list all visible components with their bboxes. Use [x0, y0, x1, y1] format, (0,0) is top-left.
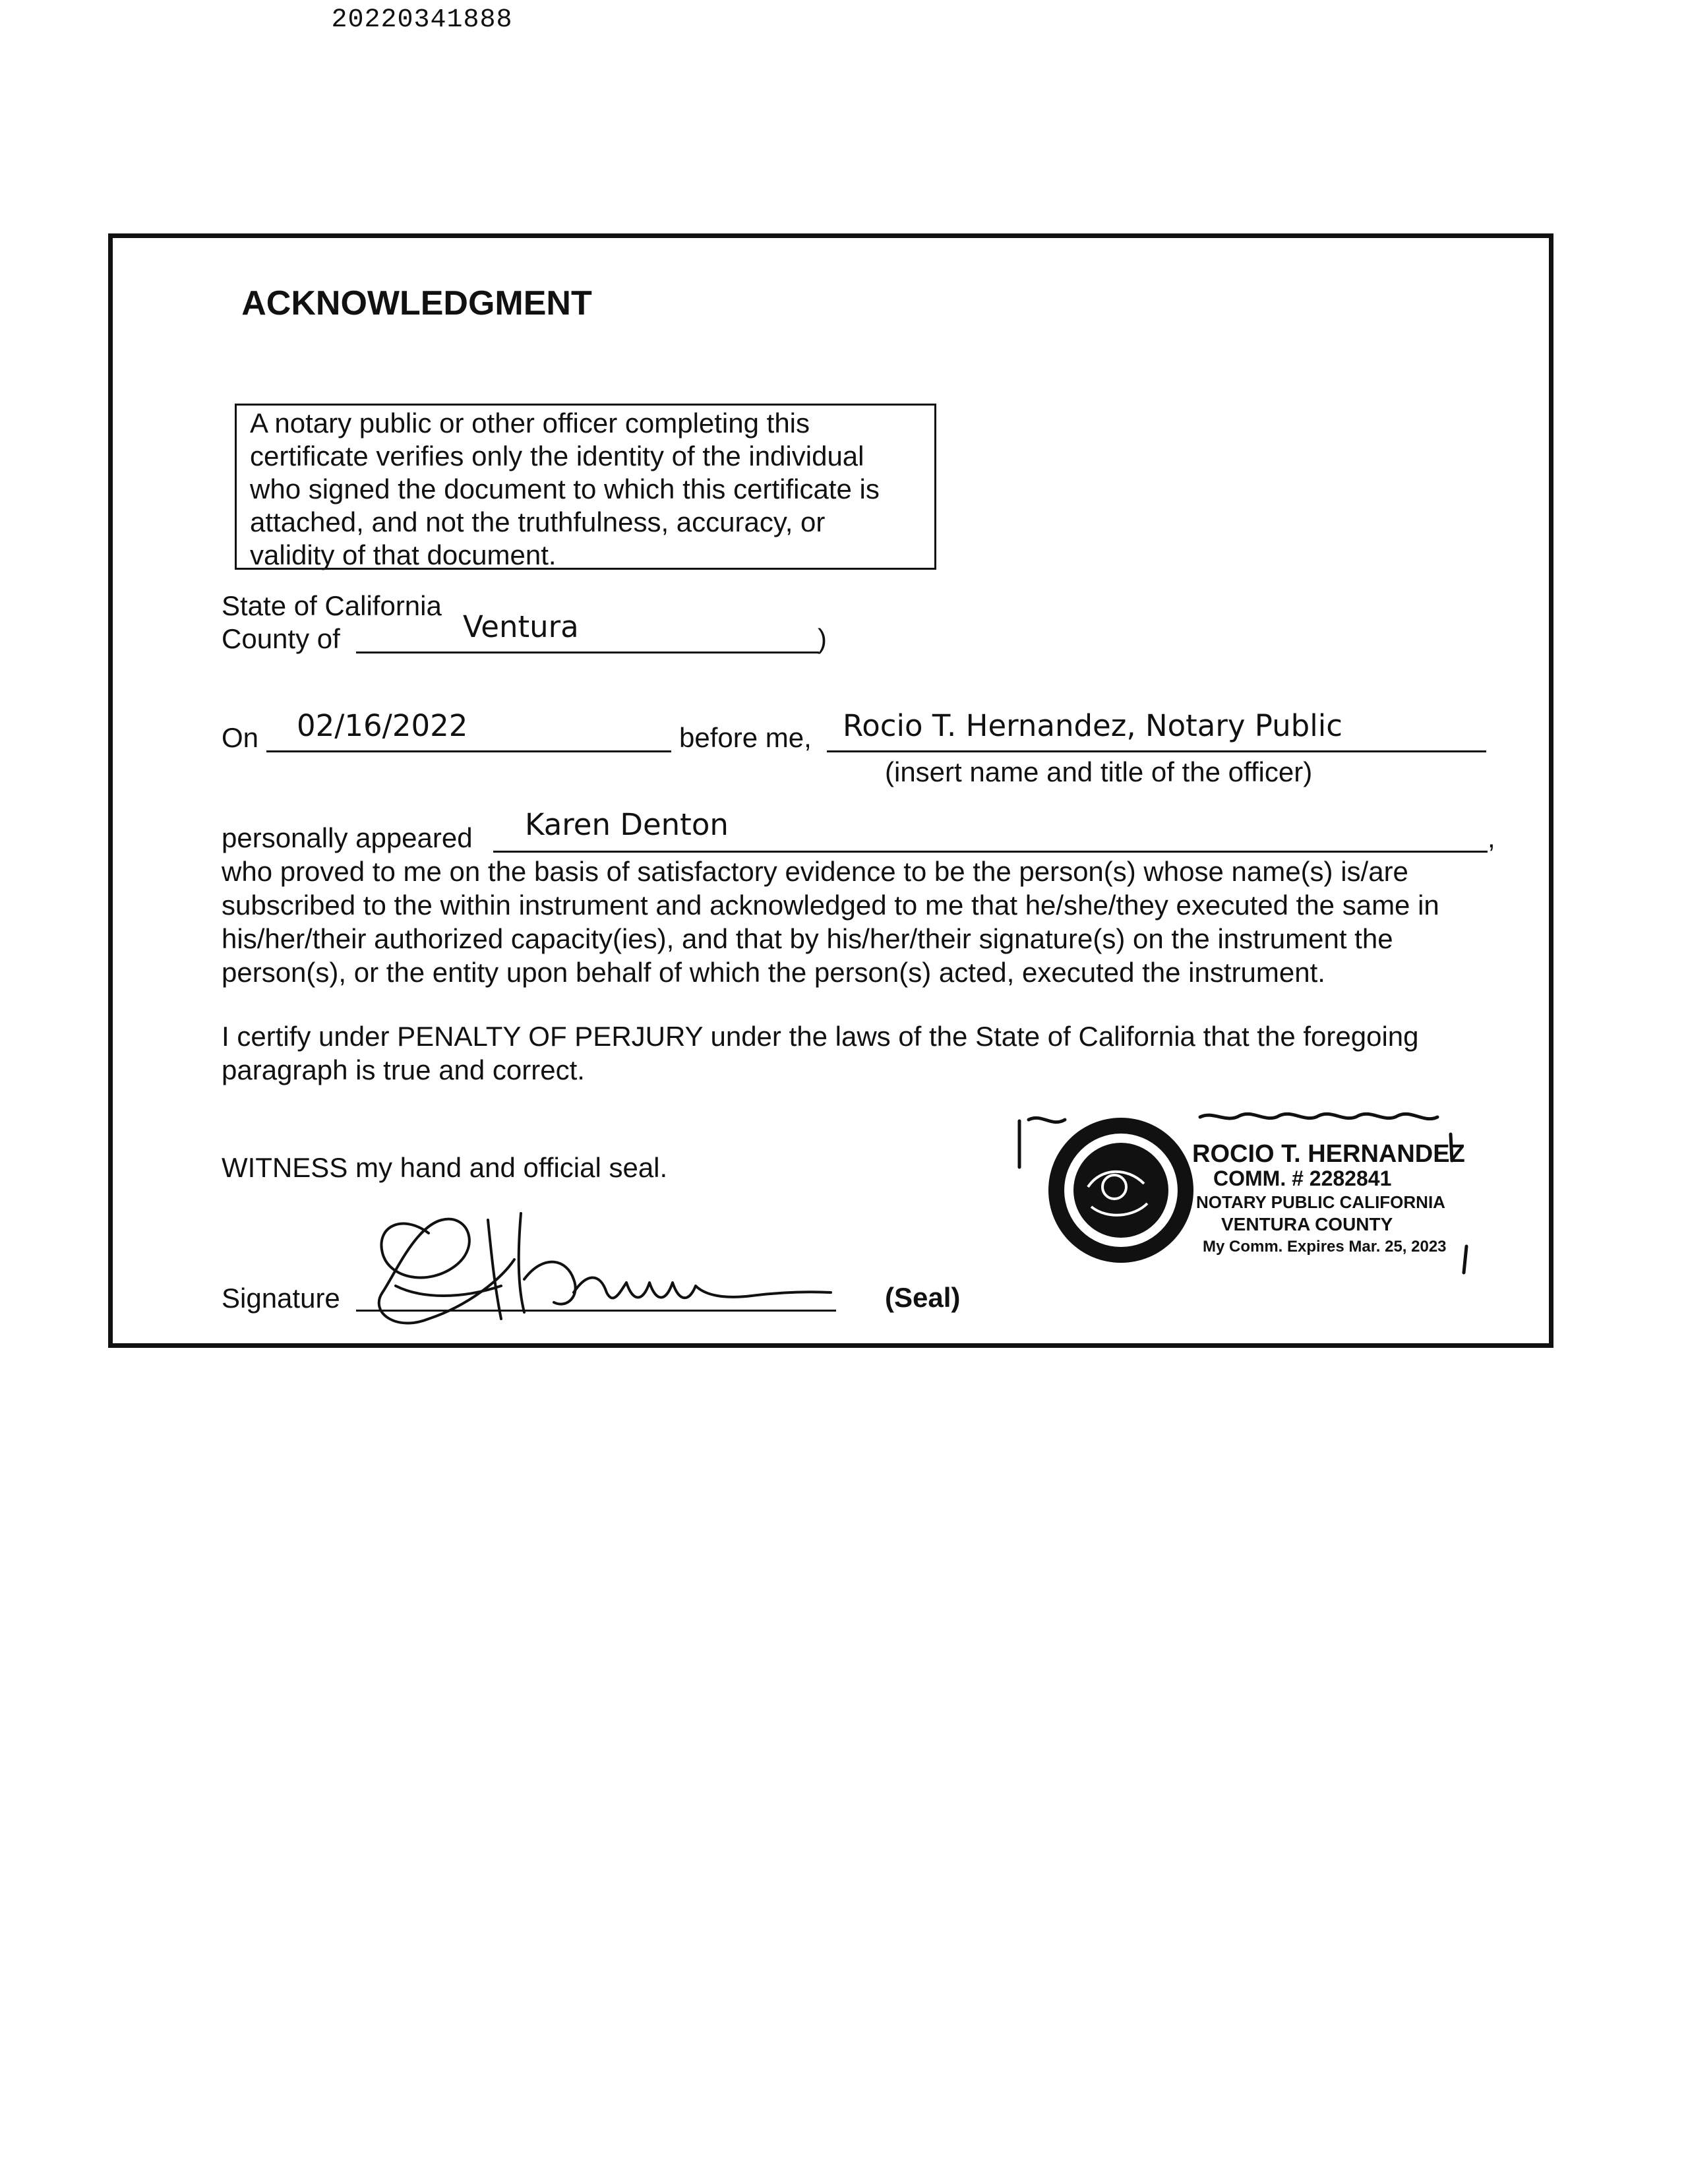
page-title: ACKNOWLEDGMENT — [241, 284, 592, 322]
notice-line: validity of that document. — [250, 539, 557, 570]
notice-line: attached, and not the truthfulness, accuracy, or — [250, 506, 826, 537]
officer-line — [827, 750, 1486, 752]
county-label: County of — [222, 623, 340, 654]
officer-field: Rocio T. Hernandez, Notary Public — [843, 708, 1342, 743]
notice-box — [235, 404, 936, 570]
officer-hint: (insert name and title of the officer) — [885, 756, 1313, 787]
notice-line: certificate verifies only the identity of the individual — [250, 440, 864, 471]
witness-text: WITNESS my hand and official seal. — [222, 1152, 668, 1183]
seal-county: VENTURA COUNTY — [1221, 1214, 1393, 1234]
appeared-name-field: Karen Denton — [525, 807, 729, 842]
document-number: 20220341888 — [331, 5, 513, 35]
signature-label: Signature — [222, 1283, 340, 1314]
before-me-label: before me, — [679, 722, 812, 753]
county-field: Ventura — [463, 609, 579, 644]
notary-seal-stamp — [1015, 1108, 1477, 1286]
state-label: State of California — [222, 590, 442, 621]
seal-name: ROCIO T. HERNANDEZ — [1192, 1140, 1465, 1168]
paragraph-line: person(s), or the entity upon behalf of which the person(s) acted, executed the instrument. — [222, 957, 1325, 988]
county-close-paren: ) — [818, 623, 827, 654]
county-line — [356, 652, 819, 653]
paragraph-line: subscribed to the within instrument and acknowledged to me that he/she/they executed the same in — [222, 890, 1439, 921]
paragraph-line: who proved to me on the basis of satisfactory evidence to be the person(s) whose name(s) is/are — [222, 856, 1408, 887]
seal-commission: COMM. # 2282841 — [1213, 1167, 1392, 1190]
date-line — [266, 750, 671, 752]
notice-line: A notary public or other officer completing this — [250, 408, 810, 439]
proof-paragraph — [222, 855, 1439, 989]
appeared-comma: , — [1488, 822, 1495, 853]
seal-expires: My Comm. Expires Mar. 25, 2023 — [1203, 1238, 1447, 1256]
date-field: 02/16/2022 — [297, 708, 468, 743]
appeared-label: personally appeared — [222, 822, 473, 853]
appeared-line — [493, 851, 1488, 853]
paragraph-line: his/her/their authorized capacity(ies), and that by his/her/their signature(s) on the instrument the — [222, 923, 1393, 954]
signature-mark — [356, 1187, 857, 1339]
certify-paragraph — [222, 1019, 1419, 1087]
paragraph-line: paragraph is true and correct. — [222, 1054, 585, 1085]
on-label: On — [222, 722, 259, 753]
notice-line: who signed the document to which this certificate is — [250, 473, 880, 504]
seal-state: NOTARY PUBLIC CALIFORNIA — [1196, 1192, 1445, 1212]
paragraph-line: I certify under PENALTY OF PERJURY under the laws of the State of California that the foregoing — [222, 1021, 1419, 1052]
seal-label: (Seal) — [885, 1282, 961, 1313]
